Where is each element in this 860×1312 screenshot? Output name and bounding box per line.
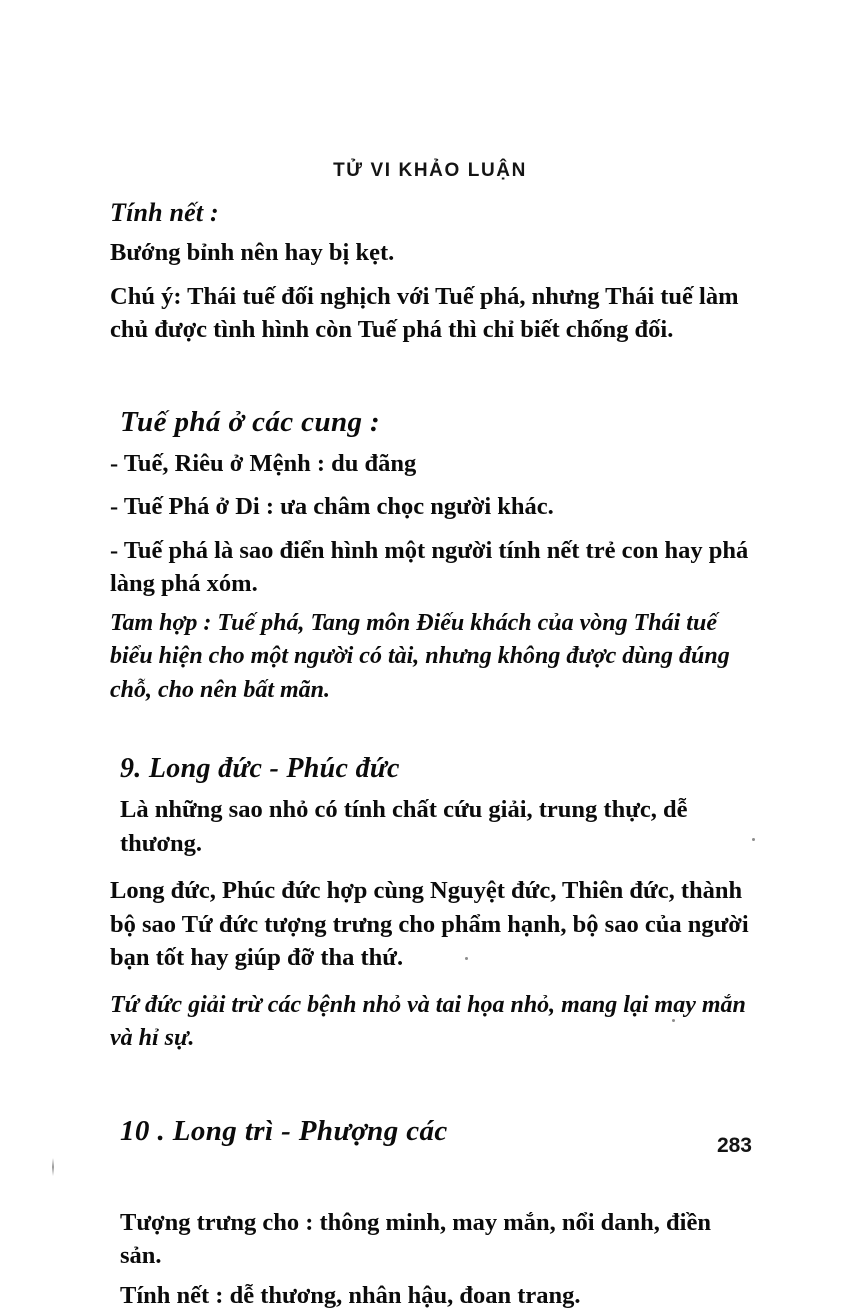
heading-section-10: 10 . Long trì - Phượng các [110,1112,752,1150]
page-body [110,196,752,1312]
paragraph-tam-hop: Tam hợp : Tuế phá, Tang môn Điếu khách của vòng Thái tuế biểu hiện cho một người có tài, nhưng không được dùng đúng chỗ, cho nên bất mãn. [110,607,752,708]
paragraph-section-10-1: Tượng trưng cho : thông minh, may mắn, nổi danh, điền sản. [110,1206,752,1273]
list-item: - Tuế phá là sao điển hình một người tính nết trẻ con hay phá làng phá xóm. [110,534,752,601]
scan-speck [465,957,468,960]
paragraph-section-10-2: Tính nết : dễ thương, nhân hậu, đoan trang. [110,1279,752,1312]
scan-speck [752,838,755,841]
spacer [110,707,752,751]
heading-tinh-net: Tính nết : [110,196,752,230]
scan-speck [672,1019,675,1022]
list-item: - Tuế Phá ở Di : ưa châm chọc người khác. [110,490,752,524]
spacer [110,270,752,280]
spacer [110,480,752,490]
paragraph-section-9-2: Long đức, Phúc đức hợp cùng Nguyệt đức, Thiên đức, thành bộ sao Tứ đức tượng trưng cho phẩm hạnh, bộ sao của người bạn tốt hay giúp đỡ tha thứ. [110,874,752,975]
scan-edge-mark [52,1158,54,1176]
paragraph-tinh-net-body: Bướng bỉnh nên hay bị kẹt. [110,236,752,270]
heading-section-9: 9. Long đức - Phúc đức [110,751,752,787]
spacer [110,524,752,534]
spacer [110,975,752,989]
chu-y-text: Thái tuế đối nghịch với Tuế phá, nhưng Thái tuế làm chủ được tình hình còn Tuế phá thì chỉ biết chống đối. [110,283,739,344]
paragraph-section-9-1: Là những sao nhỏ có tính chất cứu giải, trung thực, dễ thương. [110,793,752,860]
spacer [110,347,752,403]
list-item: - Tuế, Riêu ở Mệnh : du đãng [110,447,752,481]
spacer [110,860,752,874]
running-head: TỬ VI KHẢO LUẬN [0,160,860,182]
spacer [110,1056,752,1112]
paragraph-chu-y [110,280,752,347]
paragraph-section-9-3: Tứ đức giải trừ các bệnh nhỏ và tai họa nhỏ, mang lại may mắn và hỉ sự. [110,989,752,1056]
spacer [110,1150,752,1206]
chu-y-label: Chú ý: [110,283,181,310]
page-number: 283 [717,1134,752,1158]
heading-tue-pha-o-cac-cung: Tuế phá ở các cung : [110,403,752,441]
